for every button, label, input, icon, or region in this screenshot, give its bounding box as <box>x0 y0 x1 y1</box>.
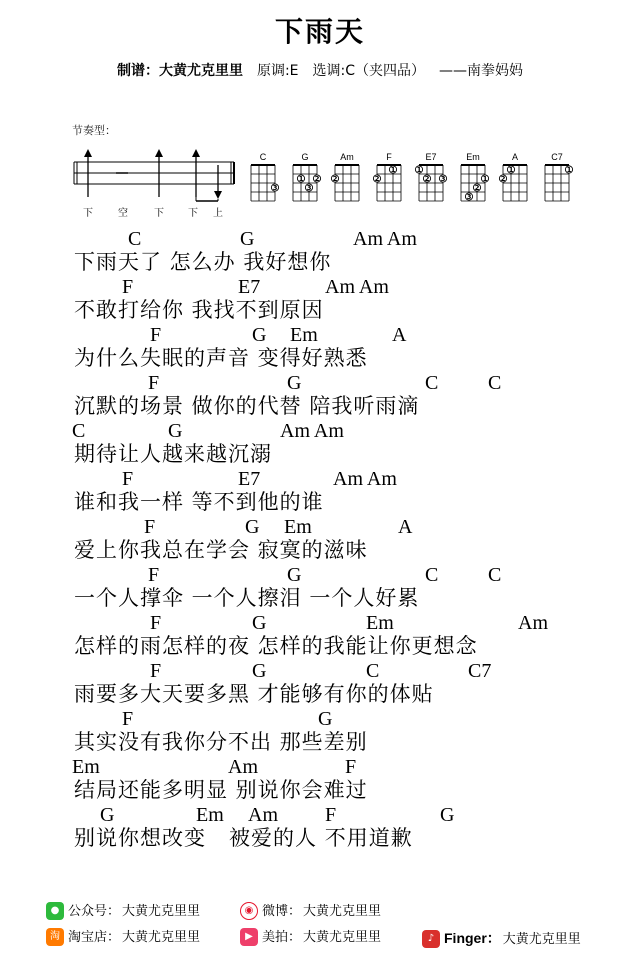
chord-label: F <box>148 564 160 586</box>
chord-label: G <box>252 324 267 346</box>
chord-label: G <box>245 516 260 538</box>
chord-label: G <box>287 372 302 394</box>
chord-label: Em <box>290 324 318 346</box>
chord-diagram <box>286 152 324 210</box>
chord-label: F <box>325 804 337 826</box>
finger-number: 3 <box>272 184 278 193</box>
chord-label: G <box>287 564 302 586</box>
chord-label: F <box>122 468 134 490</box>
lyric-block <box>0 708 640 756</box>
chord-label: Em <box>366 612 394 634</box>
lyric-block <box>0 228 640 276</box>
chord-diagram-name: C <box>259 152 267 162</box>
finger-number: 3 <box>466 193 472 202</box>
fretboard-grid <box>496 162 534 206</box>
footer-finger: ♪ Finger： 大黄尤克里里 <box>422 927 581 949</box>
chord-label: C7 <box>468 660 492 682</box>
footer-meipai: ▶ 美拍： 大黄尤克里里 <box>240 927 381 949</box>
footer-taobao: 淘 淘宝店： 大黄尤克里里 <box>46 927 200 949</box>
chord-diagram-name: E7 <box>425 152 437 162</box>
fretboard-grid <box>412 162 450 206</box>
lyric-line: 别说你想改变 被爱的人 不用道歉 <box>74 826 413 850</box>
chord-label: F <box>144 516 156 538</box>
lyric-block <box>0 564 640 612</box>
selected-key: 选调:C（夹四品） <box>312 63 426 79</box>
chord-label: Am <box>228 756 258 778</box>
lyric-block <box>0 804 640 852</box>
chord-label: F <box>345 756 357 778</box>
chord-label: F <box>122 708 134 730</box>
lyric-block <box>0 420 640 468</box>
chord-label: A <box>392 324 407 346</box>
lyric-block <box>0 468 640 516</box>
finger-number: 2 <box>314 175 320 184</box>
chord-label: C <box>488 564 502 586</box>
lyric-block <box>0 324 640 372</box>
lyric-block <box>0 756 640 804</box>
chord-label: F <box>150 660 162 682</box>
stroke-label: 下 <box>188 208 198 219</box>
fretboard-grid <box>244 162 282 206</box>
lyric-block <box>0 612 640 660</box>
chord-label: G <box>168 420 183 442</box>
chord-diagram <box>370 152 408 210</box>
arranger-name: 大黄尤克里里 <box>158 63 243 79</box>
finger-number: 2 <box>332 175 338 184</box>
chord-label: G <box>440 804 455 826</box>
chord-label: Em <box>196 804 224 826</box>
chord-label: F <box>148 372 160 394</box>
chord-label: Am Am <box>353 228 417 250</box>
meipai-icon: ▶ <box>240 928 258 946</box>
chord-label: C <box>366 660 380 682</box>
lyric-block <box>0 276 640 324</box>
fretboard-grid <box>328 162 366 206</box>
footer-wechat: ● 公众号： 大黄尤克里里 <box>46 901 200 923</box>
chord-label: G <box>100 804 115 826</box>
finger-number: 2 <box>374 175 380 184</box>
chord-label: C <box>425 564 439 586</box>
chord-label: A <box>398 516 413 538</box>
chord-label: G <box>252 612 267 634</box>
lyric-block <box>0 372 640 420</box>
chord-diagram <box>328 152 366 210</box>
chord-label: Am <box>518 612 548 634</box>
chord-label: E7 <box>238 468 261 490</box>
stroke-label: 空 <box>118 208 128 219</box>
chord-diagram-name: Em <box>466 152 480 162</box>
finger-number: 1 <box>390 166 396 175</box>
finger-number: 1 <box>298 175 304 184</box>
lyric-line: 期待让人越来越沉溺 <box>74 442 272 466</box>
finger-number: 3 <box>306 184 312 193</box>
lyric-line: 雨要多大天要多黑 才能够有你的体贴 <box>74 682 434 706</box>
lyric-line: 怎样的雨怎样的夜 怎样的我能让你更想念 <box>74 634 478 658</box>
chord-diagram <box>454 152 492 210</box>
chord-diagram <box>538 152 576 210</box>
chord-label: Am Am <box>333 468 397 490</box>
lyric-line: 为什么失眠的声音 变得好熟悉 <box>74 346 368 370</box>
chord-diagram-name: C7 <box>551 152 563 162</box>
stroke-label: 下 <box>83 208 93 219</box>
lyric-line: 谁和我一样 等不到他的谁 <box>74 490 324 514</box>
chord-label: F <box>122 276 134 298</box>
finger-number: 1 <box>416 166 422 175</box>
chord-label: G <box>252 660 267 682</box>
chord-label: C <box>488 372 502 394</box>
chord-diagram <box>244 152 282 210</box>
rhythm-pattern <box>68 145 240 223</box>
chord-diagram-name: F <box>386 152 392 162</box>
chord-label: Am Am <box>325 276 389 298</box>
chord-label: Em <box>284 516 312 538</box>
finger-number: 2 <box>424 175 430 184</box>
lyric-line: 一个人撑伞 一个人擦泪 一个人好累 <box>74 586 420 610</box>
chord-label: Am Am <box>280 420 344 442</box>
chord-label: G <box>240 228 255 250</box>
chord-diagram-name: A <box>511 152 518 162</box>
finger-number: 3 <box>440 175 446 184</box>
meta-line <box>0 60 640 80</box>
finger-icon: ♪ <box>422 930 440 948</box>
chord-label: C <box>72 420 86 442</box>
lyric-block <box>0 516 640 564</box>
footer-weibo: ◉ 微博： 大黄尤克里里 <box>240 901 381 923</box>
credit: ——南拳妈妈 <box>439 63 524 79</box>
lyric-line: 其实没有我你分不出 那些差别 <box>74 730 368 754</box>
stroke-label: 下 <box>154 208 164 219</box>
finger-number: 2 <box>474 184 480 193</box>
lyric-line: 结局还能多明显 别说你会难过 <box>74 778 368 802</box>
lyric-line: 沉默的场景 做你的代替 陪我听雨滴 <box>74 394 420 418</box>
wechat-icon: ● <box>46 902 64 920</box>
chord-diagram-row <box>240 152 580 212</box>
weibo-icon: ◉ <box>240 902 258 920</box>
finger-number: 2 <box>500 175 506 184</box>
chord-diagram-name: G <box>301 152 309 162</box>
chord-label: Em <box>72 756 100 778</box>
arranger-label: 制谱： <box>116 63 159 79</box>
lyric-line: 不敢打给你 我找不到原因 <box>74 298 324 322</box>
lyric-block <box>0 660 640 708</box>
finger-number: 1 <box>482 175 488 184</box>
stroke-label: 上 <box>213 208 223 219</box>
finger-number: 1 <box>508 166 514 175</box>
lyric-line: 下雨天了 怎么办 我好想你 <box>74 250 332 274</box>
chord-label: C <box>128 228 142 250</box>
footer <box>0 897 640 957</box>
fretboard-grid <box>454 162 492 206</box>
fretboard-grid <box>370 162 408 206</box>
taobao-icon: 淘 <box>46 928 64 946</box>
lyric-line: 爱上你我总在学会 寂寞的滋味 <box>74 538 368 562</box>
lyrics-sheet <box>0 228 640 852</box>
chord-label: F <box>150 324 162 346</box>
chord-label: F <box>150 612 162 634</box>
chord-label: G <box>318 708 333 730</box>
chord-label: Am <box>248 804 278 826</box>
original-key: 原调:E <box>256 63 299 79</box>
song-title: 下雨天 <box>274 15 365 48</box>
chord-diagram <box>412 152 450 210</box>
fretboard-grid <box>538 162 576 206</box>
chord-diagram-name: Am <box>340 152 354 162</box>
finger-number: 1 <box>566 166 572 175</box>
rhythm-label: 节奏型： <box>72 124 116 137</box>
chord-label: C <box>425 372 439 394</box>
chord-label: E7 <box>238 276 261 298</box>
chord-diagram <box>496 152 534 210</box>
fretboard-grid <box>286 162 324 206</box>
